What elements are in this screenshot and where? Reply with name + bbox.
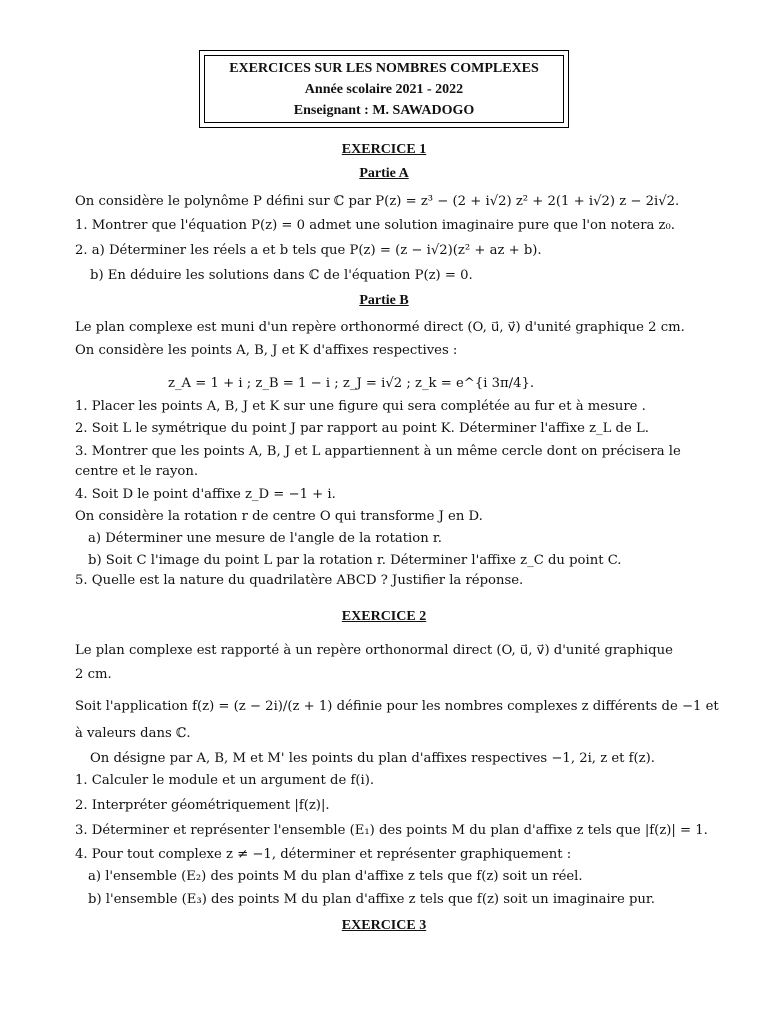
partieA-line-4: b) En déduire les solutions dans ℂ de l'équation P(z) = 0. [90, 268, 473, 283]
ex2-line-4: à valeurs dans ℂ. [75, 726, 191, 741]
partieB-line-5: 2. Soit L le symétrique du point J par rapport au point K. Déterminer l'affixe z_L de L. [75, 421, 649, 436]
partieB-line-1: Le plan complexe est muni d'un repère orthonormé direct (O, u⃗, v⃗) d'unité graphique 2 cm. [75, 320, 685, 335]
partieB-line-4: 1. Placer les points A, B, J et K sur une figure qui sera complétée au fur et à mesure . [75, 399, 646, 414]
partieB-line-11: b) Soit C l'image du point L par la rotation r. Déterminer l'affixe z_C du point C. [88, 553, 622, 568]
ex2-line-9: 4. Pour tout complexe z ≠ −1, déterminer et représenter graphiquement : [75, 847, 572, 862]
partieB-line-2: On considère les points A, B, J et K d'affixes respectives : [75, 343, 458, 358]
partieA-line-1: On considère le polynôme P défini sur ℂ par P(z) = z³ − (2 + i√2) z² + 2(1 + i√2) z − 2i√2. [75, 194, 680, 209]
ex2-line-1: Le plan complexe est rapporté à un repère orthonormal direct (O, u⃗, v⃗) d'unité graphique [75, 643, 673, 658]
ex2-line-10: a) l'ensemble (E₂) des points M du plan d'affixe z tels que f(z) soit un réel. [88, 869, 583, 884]
ex2-line-8: 3. Déterminer et représenter l'ensemble (E₁) des points M du plan d'affixe z tels que |f(z)| = 1. [75, 823, 708, 838]
ex2-line-6: 1. Calculer le module et un argument de f(i). [75, 773, 375, 788]
partieB-line-10: a) Déterminer une mesure de l'angle de la rotation r. [88, 531, 442, 546]
partieB-line-7: centre et le rayon. [75, 464, 199, 479]
partieB-line-8: 4. Soit D le point d'affixe z_D = −1 + i. [75, 487, 336, 502]
exercice3-title: EXERCICE 3 [341, 918, 427, 933]
ex2-line-2: 2 cm. [75, 667, 112, 682]
ex2-line-11: b) l'ensemble (E₃) des points M du plan d'affixe z tels que f(z) soit un imaginaire pur. [88, 892, 655, 907]
partieA-line-2: 1. Montrer que l'équation P(z) = 0 admet une solution imaginaire pure que l'on notera z₀. [75, 218, 675, 233]
header-title: EXERCICES SUR LES NOMBRES COMPLEXES [229, 61, 539, 76]
header-box [199, 50, 569, 128]
ex2-line-5: On désigne par A, B, M et M' les points du plan d'affixes respectives −1, 2i, z et f(z). [90, 751, 655, 766]
ex2-line-7: 2. Interpréter géométriquement |f(z)|. [75, 798, 330, 813]
header-teacher: Enseignant : M. SAWADOGO [293, 103, 475, 118]
exercice2-title: EXERCICE 2 [341, 609, 427, 624]
partieB-affixes: z_A = 1 + i ; z_B = 1 − i ; z_J = i√2 ; z_k = e^{i 3π/4}. [168, 376, 535, 391]
partieA-line-3: 2. a) Déterminer les réels a et b tels que P(z) = (z − i√2)(z² + az + b). [75, 243, 542, 258]
partieB-line-12: 5. Quelle est la nature du quadrilatère ABCD ? Justifier la réponse. [75, 573, 524, 588]
partieB-title: Partie B [359, 293, 409, 308]
header-inner-frame [204, 55, 564, 123]
partieB-line-6: 3. Montrer que les points A, B, J et L appartiennent à un même cercle dont on précisera le [75, 444, 681, 459]
partieB-line-9: On considère la rotation r de centre O qui transforme J en D. [75, 509, 483, 524]
exercice1-title: EXERCICE 1 [341, 142, 427, 157]
partieA-title: Partie A [359, 166, 409, 181]
ex2-line-3: Soit l'application f(z) = (z − 2i)/(z + 1) définie pour les nombres complexes z différents de −1 et [75, 699, 719, 714]
header-school-year: Année scolaire 2021 - 2022 [304, 82, 464, 97]
